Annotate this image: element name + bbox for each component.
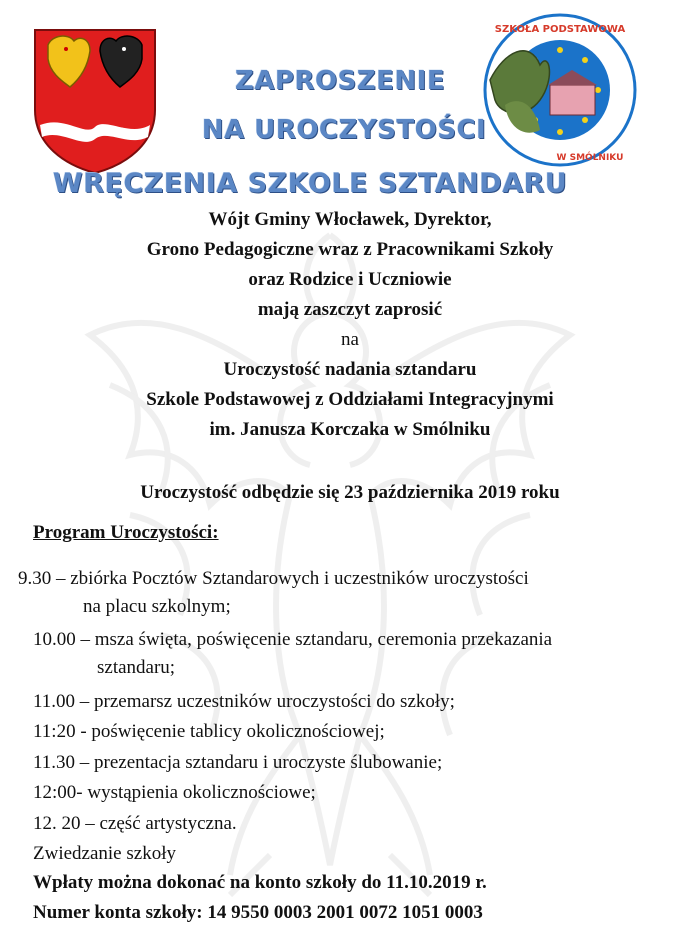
invitation-line-4: mają zaszczyt zaprosić	[257, 299, 443, 320]
logo-text-top: SZKOŁA PODSTAWOWA	[494, 24, 626, 35]
invitation-line-8: im. Janusza Korczaka w Smólniku	[209, 419, 491, 440]
program-heading: Program Uroczystości:	[33, 522, 219, 543]
title-line-2: NA UROCZYSTOŚCI	[201, 115, 487, 145]
program-item-2: 10.00 – msza święta, poświęcenie sztandaru, ceremonia przekazania	[33, 629, 553, 650]
invitation-line-2: Grono Pedagogiczne wraz z Pracownikami Szkoły	[146, 239, 554, 260]
payment-info: Wpłaty można dokonać na konto szkoły do 11.10.2019 r.	[33, 872, 487, 893]
invitation-line-6: Uroczystość nadania sztandaru	[223, 359, 477, 380]
invitation-line-3: oraz Rodzice i Uczniowie	[248, 269, 452, 290]
invitation-line-7: Szkole Podstawowej z Oddziałami Integracyjnymi	[146, 389, 554, 410]
event-date-line: Uroczystość odbędzie się 23 października 2019 roku	[140, 482, 560, 503]
account-number: Numer konta szkoły: 14 9550 0003 2001 0072 1051 0003	[33, 902, 483, 923]
title-line-1: ZAPROSZENIE	[234, 66, 446, 96]
program-item-8: Zwiedzanie szkoły	[33, 843, 176, 864]
program-item-3: 11.00 – przemarsz uczestników uroczystości do szkoły;	[33, 691, 455, 712]
program-item-6: 12:00- wystąpienia okolicznościowe;	[33, 782, 316, 803]
logo-text-bottom: W SMÓLNIKU	[556, 153, 624, 163]
title-line-3: WRĘCZENIA SZKOLE SZTANDARU	[52, 168, 568, 199]
program-item-5: 11.30 – prezentacja sztandaru i uroczyste ślubowanie;	[33, 752, 443, 773]
program-item-1: 9.30 – zbiórka Pocztów Sztandarowych i uczestników uroczystości	[18, 568, 529, 589]
program-item-2-cont: sztandaru;	[97, 657, 176, 678]
coat-of-arms-icon	[30, 25, 160, 175]
invitation-line-1: Wójt Gminy Włocławek, Dyrektor,	[208, 209, 492, 230]
program-item-7: 12. 20 – część artystyczna.	[33, 813, 237, 834]
program-item-4: 11:20 - poświęcenie tablicy okolicznościowej;	[33, 721, 385, 742]
invitation-line-5: na	[341, 329, 359, 350]
program-item-1-cont: na placu szkolnym;	[83, 596, 231, 617]
